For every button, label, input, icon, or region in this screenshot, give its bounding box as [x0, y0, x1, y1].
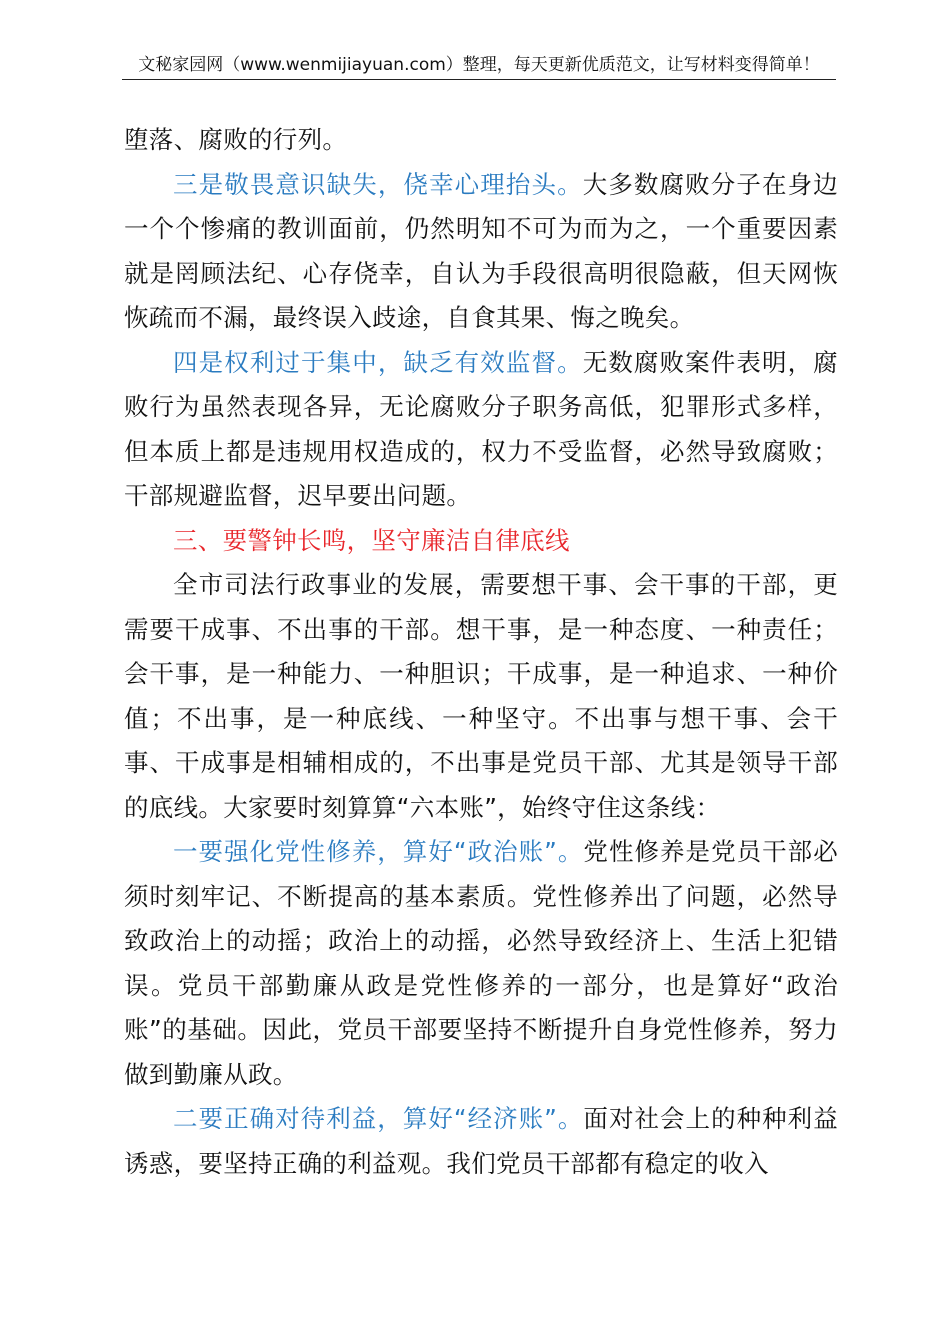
header-divider — [122, 79, 836, 80]
paragraph-body: 无数腐败案件表明，腐败行为虽然表现各异，无论腐败分子职务高低，犯罪形式多样，但本质上都是违规用权造成的，权力不受监督，必然导致腐败；干部规避监督，迟早要出问题。 — [124, 347, 838, 510]
paragraph-point-three — [124, 163, 838, 341]
paragraph-lead: 三是敬畏意识缺失，侥幸心理抬头。 — [173, 169, 583, 199]
paragraph-body: 面对社会上的种种利益诱惑，要坚持正确的利益观。我们党员干部都有稳定的收入 — [124, 1104, 839, 1178]
paragraph-point-four — [124, 341, 838, 519]
paragraph-lead: 二要正确对待利益，算好“经济账”。 — [173, 1104, 584, 1133]
paragraph-continuation — [124, 118, 838, 163]
paragraph-political-account — [124, 830, 838, 1097]
paragraph-lead: 四是权利过于集中，缺乏有效监督。 — [173, 347, 583, 377]
paragraph-body: 堕落、腐败的行列。 — [124, 125, 348, 154]
paragraph-lead: 一要强化党性修养，算好“政治账”。 — [173, 837, 584, 866]
paragraph-intro — [124, 563, 838, 830]
section-heading: 三、要警钟长鸣，坚守廉洁自律底线 — [173, 525, 570, 555]
page-header: 文秘家园网（www.wenmijiayuan.com）整理，每天更新优质范文，让写材料变得简单！ — [138, 55, 820, 75]
document-body — [124, 118, 838, 1186]
paragraph-body: 全市司法行政事业的发展，需要想干事、会干事的干部，更需要干成事、不出事的干部。想干事，是一种态度、一种责任；会干事，是一种能力、一种胆识；干成事，是一种追求、一种价值；不出事，是一种底线、一种坚守。不出事与想干事、会干事、干成事是相辅相成的，不出事是党员干部、尤其是领导干部的底线。大家要时刻算算“六本账”，始终守住这条线： — [124, 570, 838, 822]
paragraph-body: 党性修养是党员干部必须时刻牢记、不断提高的基本素质。党性修养出了问题，必然导致政治上的动摇；政治上的动摇，必然导致经济上、生活上犯错误。党员干部勤廉从政是党性修养的一部分，也是算好“政治账”的基础。因此，党员干部要坚持不断提升自身党性修养，努力做到勤廉从政。 — [124, 837, 839, 1089]
paragraph-body: 大多数腐败分子在身边一个个惨痛的教训面前，仍然明知不可为而为之，一个重要因素就是罔顾法纪、心存侥幸，自认为手段很高明很隐蔽，但天网恢恢疏而不漏，最终误入歧途，自食其果、悔之晚矣。 — [124, 169, 838, 332]
paragraph-economic-account — [124, 1097, 838, 1186]
